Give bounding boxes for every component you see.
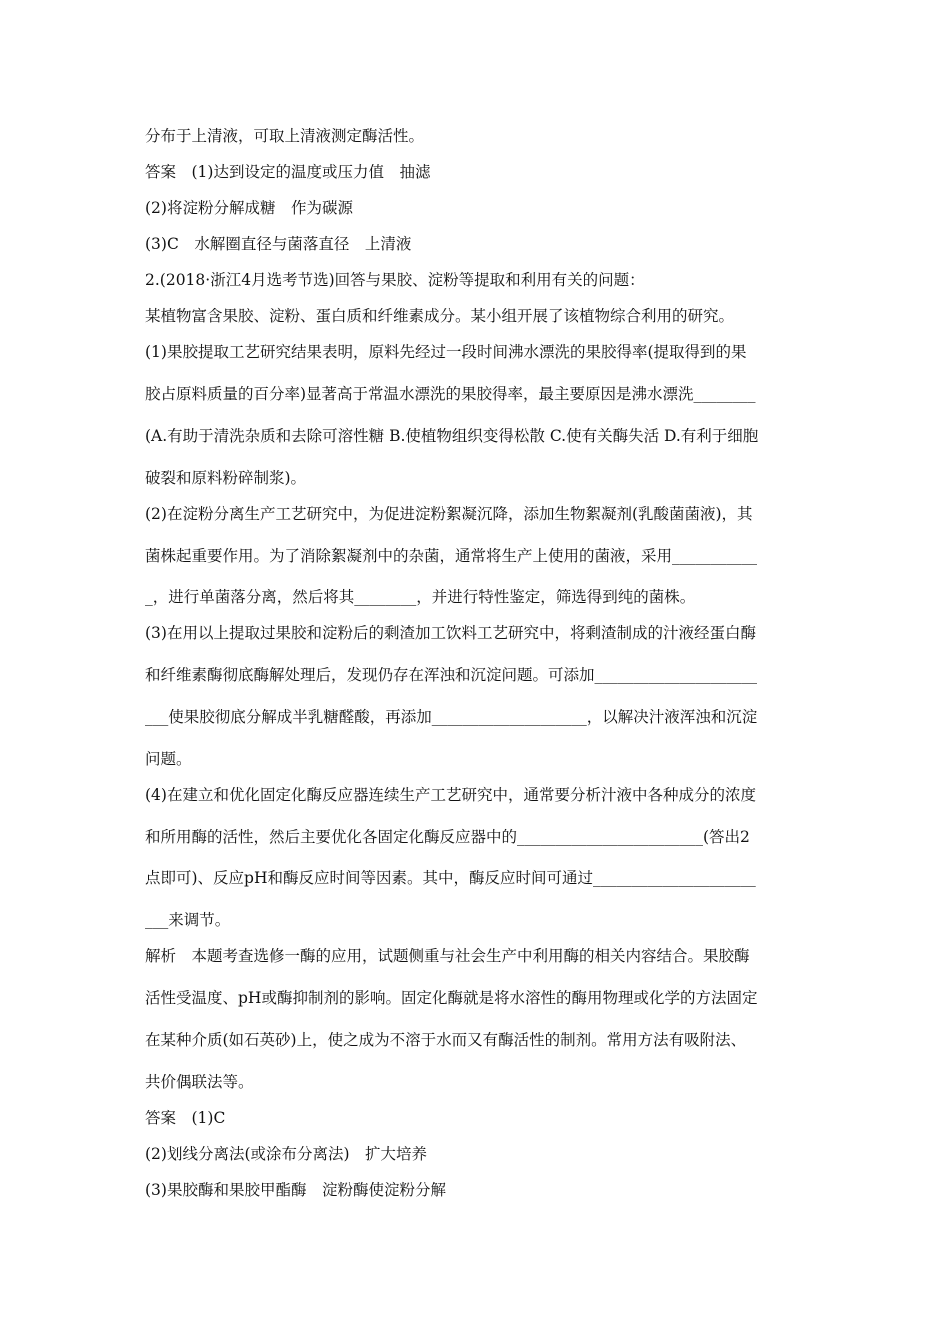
- question-2-intro: 某植物富含果胶、淀粉、蛋白质和纤维素成分。某小组开展了该植物综合利用的研究。: [145, 307, 735, 325]
- part-3-line-4: 问题。: [145, 750, 192, 768]
- analysis-line-3: 在某种介质(如石英砂)上，使之成为不溶于水而又有酶活性的制剂。常用方法有吸附法、: [145, 1031, 747, 1049]
- analysis-line-1: 解析 本题考查选修一酶的应用，试题侧重与社会生产中利用酶的相关内容结合。果胶酶: [145, 947, 750, 965]
- part-3-line-3: ___使果胶彻底分解成半乳糖醛酸，再添加____________________，以解决汁液浑浊和沉淀: [145, 708, 758, 726]
- part-3-line-1: (3)在用以上提取过果胶和淀粉后的剩渣加工饮料工艺研究中，将剩渣制成的汁液经蛋白酶: [145, 624, 756, 642]
- final-answer-line-1: 答案 (1)C: [145, 1109, 226, 1127]
- part-4-line-4: ___来调节。: [145, 911, 231, 929]
- part-4-line-2: 和所用酶的活性，然后主要优化各固定化酶反应器中的________________________(答出2: [145, 828, 750, 846]
- part-2-line-2: 菌株起重要作用。为了消除絮凝剂中的杂菌，通常将生产上使用的菌液，采用___________: [145, 547, 758, 565]
- part-2-line-3: _，进行单菌落分离，然后将其________，并进行特性鉴定，筛选得到纯的菌株。: [145, 588, 696, 606]
- question-2-header: 2.(2018·浙江4月选考节选)回答与果胶、淀粉等提取和利用有关的问题：: [145, 271, 645, 289]
- answer-line-2: (2)将淀粉分解成糖 作为碳源: [145, 199, 353, 217]
- continued-text: 分布于上清液，可取上清液测定酶活性。: [145, 127, 425, 145]
- answer-line-3: (3)C 水解圈直径与菌落直径 上清液: [145, 235, 412, 253]
- part-1-line-4: 破裂和原料粉碎制浆)。: [145, 469, 307, 487]
- part-1-line-1: (1)果胶提取工艺研究结果表明，原料先经过一段时间沸水漂洗的果胶得率(提取得到的果: [145, 343, 747, 361]
- analysis-line-4: 共价偶联法等。: [145, 1073, 254, 1091]
- part-1-line-3: (A.有助于清洗杂质和去除可溶性糖 B.使植物组织变得松散 C.使有关酶失活 D.有利于细胞: [145, 427, 759, 445]
- part-3-line-2: 和纤维素酶彻底酶解处理后，发现仍存在浑浊和沉淀问题。可添加_____________________: [145, 666, 758, 684]
- final-answer-line-2: (2)划线分离法(或涂布分离法) 扩大培养: [145, 1145, 428, 1163]
- part-1-line-2: 胶占原料质量的百分率)显著高于常温水漂洗的果胶得率，最主要原因是沸水漂洗________: [145, 385, 756, 403]
- part-2-line-1: (2)在淀粉分离生产工艺研究中，为促进淀粉絮凝沉降，添加生物絮凝剂(乳酸菌菌液)，其: [145, 505, 753, 523]
- answer-line-1: 答案 (1)达到设定的温度或压力值 抽滤: [145, 163, 431, 181]
- analysis-line-2: 活性受温度、pH或酶抑制剂的影响。固定化酶就是将水溶性的酶用物理或化学的方法固定: [145, 989, 758, 1007]
- part-4-line-1: (4)在建立和优化固定化酶反应器连续生产工艺研究中，通常要分析汁液中各种成分的浓度: [145, 786, 756, 804]
- part-4-line-3: 点即可)、反应pH和酶反应时间等因素。其中，酶反应时间可通过_____________________: [145, 869, 756, 887]
- final-answer-line-3: (3)果胶酶和果胶甲酯酶 淀粉酶使淀粉分解: [145, 1181, 446, 1199]
